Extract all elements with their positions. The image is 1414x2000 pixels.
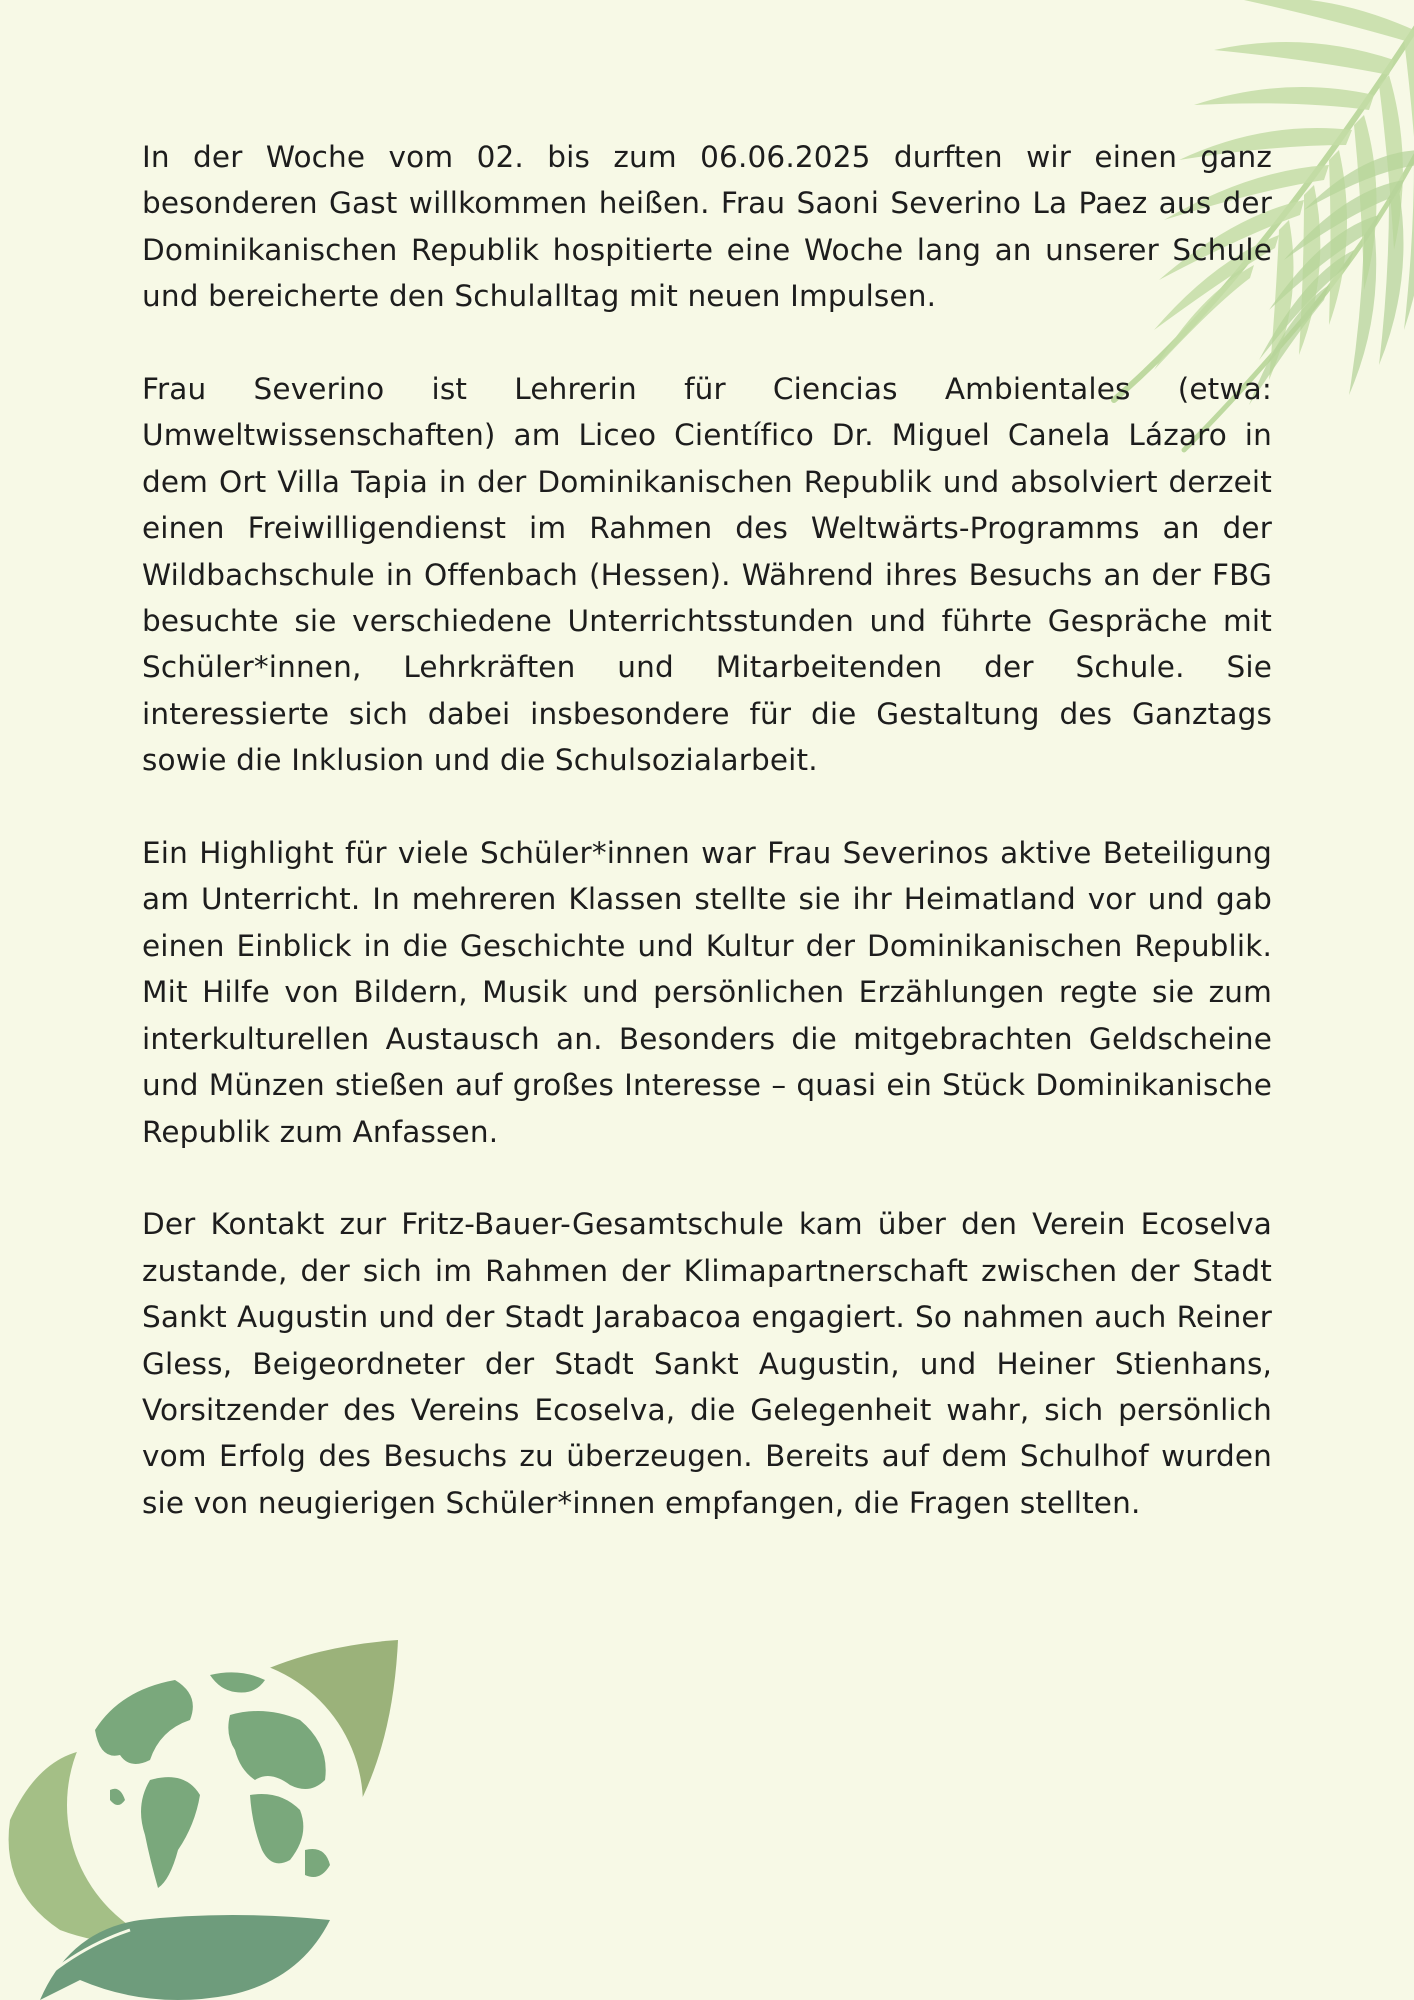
paragraph-highlight: Ein Highlight für viele Schüler*innen war Frau Severinos aktive Beteiligung am Unterricht. In mehreren Klassen stellte sie ihr Heimatland vor und gab einen Einblick in die Geschichte und Kultur der Dominikanischen Republik. Mit Hilfe von Bildern, Musik und persönlichen Erzählungen regte sie zum interkulturellen Austausch an. Besonders die mitgebrachten Geldscheine und Münzen stießen auf großes Interesse – quasi ein Stück Dominikanische Republik zum Anfassen. xyxy=(142,836,1272,1149)
paragraph-guest-background: Frau Severino ist Lehrerin für Ciencias Ambientales (etwa: Umweltwissenschaften) am Liceo Científico Dr. Miguel Canela Lázaro in dem Ort Villa Tapia in der Dominikanischen Republik und absolviert derzeit einen Freiwilligendienst im Rahmen des Weltwärts-Programms an der Wildbachschule in Offenbach (Hessen). Während ihres Besuchs an der FBG besuchte sie verschiedene Unterrichtsstunden und führte Gespräche mit Schüler*innen, Lehrkräften und Mitarbeitenden der Schule. Sie interessierte sich dabei insbesondere für die Gestaltung des Ganztags sowie die Inklusion und die Schulsozialarbeit. xyxy=(142,372,1272,778)
article-body xyxy=(142,134,1272,1573)
paragraph-contact: Der Kontakt zur Fritz-Bauer-Gesamtschule kam über den Verein Ecoselva zustande, der sich im Rahmen der Klimapartnerschaft zwischen der Stadt Sankt Augustin und der Stadt Jarabacoa engagiert. So nahmen auch Reiner Gless, Beigeordneter der Stadt Sankt Augustin, und Heiner Stienhans, Vorsitzender des Vereins Ecoselva, die Gelegenheit wahr, sich persönlich vom Erfolg des Besuchs zu überzeugen. Bereits auf dem Schulhof wurden sie von neugierigen Schüler*innen empfangen, die Fragen stellten. xyxy=(142,1207,1272,1520)
paragraph-intro: In der Woche vom 02. bis zum 06.06.2025 durften wir einen ganz besonderen Gast willkommen heißen. Frau Saoni Severino La Paez aus der Dominikanischen Republik hospitierte eine Woche lang an unserer Schule und bereicherte den Schulalltag mit neuen Impulsen. xyxy=(142,140,1272,314)
globe-leaf-icon xyxy=(0,1620,420,2000)
